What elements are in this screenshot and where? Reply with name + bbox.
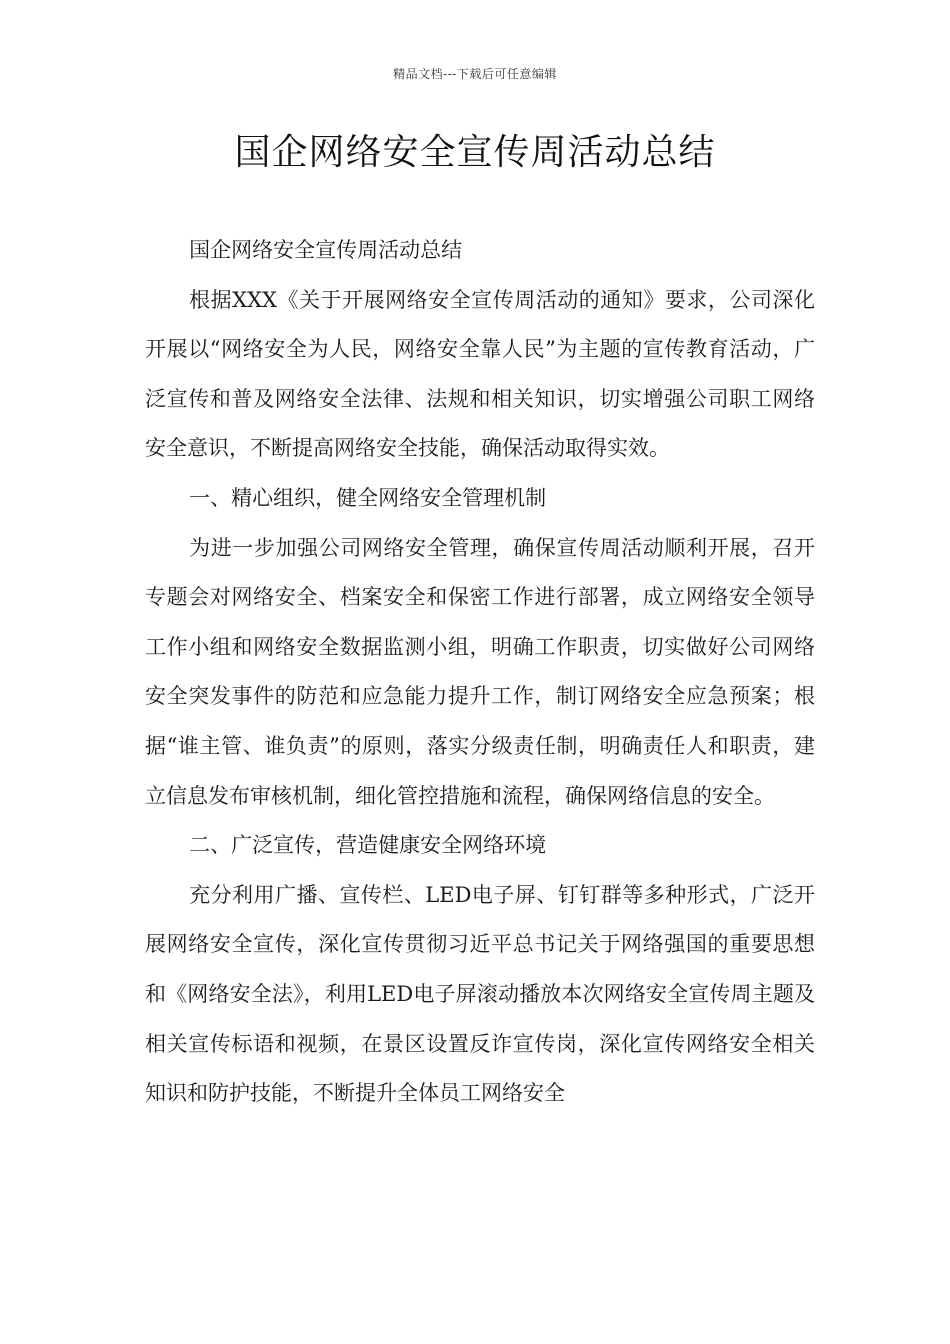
document-title: 国企网络安全宣传周活动总结 xyxy=(234,132,716,173)
document-body xyxy=(145,226,815,1119)
body-paragraph-intro: 根据XXX《关于开展网络安全宣传周活动的通知》要求，公司深化开展以“网络安全为人民，网络安全靠人民”为主题的宣传教育活动，广泛宣传和普及网络安全法律、法规和相关知识，切实增强公司职工网络安全意识，不断提高网络安全技能，确保活动取得实效。 xyxy=(145,287,815,461)
section-heading-2: 二、广泛宣传，营造健康安全网络环境 xyxy=(189,833,547,858)
body-paragraph-section-2: 充分利用广播、宣传栏、LED电子屏、钉钉群等多种形式，广泛开展网络安全宣传，深化宣传贯彻习近平总书记关于网络强国的重要思想和《网络安全法》，利用LED电子屏滚动播放本次网络安全宣传周主题及相关宣传标语和视频，在景区设置反诈宣传岗，深化宣传网络安全相关知识和防护技能，不断提升全体员工网络安全 xyxy=(145,882,815,1106)
body-paragraph-subtitle: 国企网络安全宣传周活动总结 xyxy=(189,238,463,262)
section-heading-1: 一、精心组织，健全网络安全管理机制 xyxy=(189,485,547,510)
page-header-note: 精品文档---下载后可任意编辑 xyxy=(393,67,557,81)
body-paragraph-section-1: 为进一步加强公司网络安全管理，确保宣传周活动顺利开展，召开专题会对网络安全、档案安全和保密工作进行部署，成立网络安全领导工作小组和网络安全数据监测小组，明确工作职责，切实做好公司网络安全突发事件的防范和应急能力提升工作，制订网络安全应急预案；根据“谁主管、谁负责”的原则，落实分级责任制，明确责任人和职责，建立信息发布审核机制，细化管控措施和流程，确保网络信息的安全。 xyxy=(145,535,815,808)
